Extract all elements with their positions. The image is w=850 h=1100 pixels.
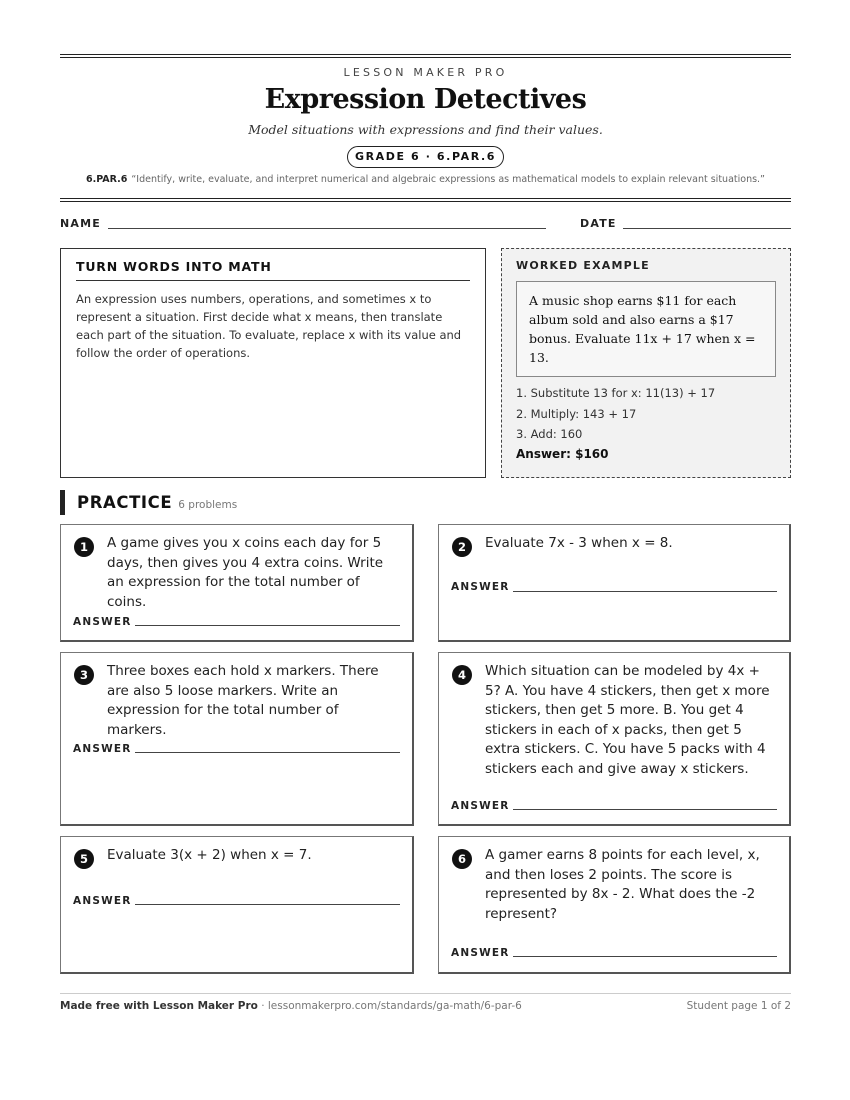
answer-label: ANSWER — [73, 616, 132, 628]
answer-field[interactable] — [135, 904, 400, 905]
answer-label: ANSWER — [73, 895, 132, 907]
practice-header — [60, 490, 237, 515]
problem-number-badge: 2 — [452, 537, 472, 557]
standard-text: “Identify, write, evaluate, and interpret numerical and algebraic expressions as mathematical models to explain relevant situations.” — [131, 174, 765, 185]
worked-example-box — [501, 248, 791, 478]
answer-field[interactable] — [135, 625, 400, 626]
grade-badge: GRADE 6 · 6.PAR.6 — [347, 146, 504, 168]
intro-heading: TURN WORDS INTO MATH — [76, 259, 470, 281]
worked-example-heading: WORKED EXAMPLE — [516, 259, 650, 272]
intro-box — [60, 248, 486, 478]
footer-made-with: Made free with Lesson Maker Pro — [60, 1000, 258, 1012]
header-bottom-rule — [60, 198, 791, 202]
problem-card-4 — [438, 652, 791, 826]
footer-rule — [60, 993, 791, 994]
problem-text: Which situation can be modeled by 4x + 5? A. You have 4 stickers, then get x more stickers, then get 5 more. B. You get 4 stickers in each of x packs, then get 5 extra stickers. C. You have 5 packs with 4 stickers each and give away x stickers. — [485, 663, 770, 777]
standard-code: 6.PAR.6 — [86, 174, 128, 185]
date-field[interactable] — [623, 228, 791, 229]
worked-example-step: 2. Multiply: 143 + 17 — [516, 406, 637, 421]
answer-field[interactable] — [135, 752, 400, 753]
problem-card-1 — [60, 524, 414, 642]
answer-field[interactable] — [513, 956, 777, 957]
worksheet-page — [60, 0, 791, 1100]
standard-statement — [60, 174, 791, 185]
problem-number-badge: 5 — [74, 849, 94, 869]
header-top-rule — [60, 54, 791, 58]
problem-text: Evaluate 7x - 3 when x = 8. — [485, 535, 673, 551]
answer-field[interactable] — [513, 809, 777, 810]
brand-name: LESSON MAKER PRO — [343, 66, 508, 79]
worked-example-problem: A music shop earns $11 for each album sold and also earns a $17 bonus. Evaluate 11x + 17 when x = 13. — [516, 281, 776, 377]
worksheet-subtitle: Model situations with expressions and find their values. — [248, 122, 603, 137]
problem-number-badge: 6 — [452, 849, 472, 869]
problem-text: A gamer earns 8 points for each level, x, and then loses 2 points. The score is represented by 8x - 2. What does the -2 represent? — [485, 847, 760, 922]
worked-example-step: 3. Add: 160 — [516, 427, 583, 441]
worked-example-step: 1. Substitute 13 for x: 11(13) + 17 — [516, 386, 716, 400]
problem-number-badge: 4 — [452, 665, 472, 685]
footer-page-number: Student page 1 of 2 — [686, 1000, 791, 1012]
problem-number-badge: 1 — [74, 537, 94, 557]
footer-credit — [60, 1000, 522, 1012]
answer-label: ANSWER — [451, 800, 510, 812]
worked-example-steps — [516, 383, 776, 445]
problem-card-6 — [438, 836, 791, 974]
name-field[interactable] — [108, 228, 546, 229]
practice-count: 6 problems — [178, 499, 238, 511]
problem-card-2 — [438, 524, 791, 642]
date-label: DATE — [580, 217, 617, 230]
answer-label: ANSWER — [451, 947, 510, 959]
answer-field[interactable] — [513, 591, 777, 592]
worked-example-answer: Answer: $160 — [516, 446, 609, 461]
problem-number-badge: 3 — [74, 665, 94, 685]
intro-text: An expression uses numbers, operations, and sometimes x to represent a situation. First decide what x means, then translate each part of the situation. To evaluate, replace x with its value and follow the order of operations. — [76, 292, 462, 360]
problem-text: Evaluate 3(x + 2) when x = 7. — [107, 847, 312, 863]
problem-text: Three boxes each hold x markers. There are also 5 loose markers. Write an expression for the total number of markers. — [107, 663, 379, 738]
problem-card-5 — [60, 836, 414, 974]
problem-text: A game gives you x coins each day for 5 days, then gives you 4 extra coins. Write an expression for the total number of coins. — [107, 535, 384, 610]
footer-url[interactable]: · lessonmakerpro.com/standards/ga-math/6-par-6 — [257, 1000, 522, 1012]
practice-heading: PRACTICE — [77, 493, 173, 512]
name-label: NAME — [60, 217, 101, 230]
worksheet-title: Expression Detectives — [264, 84, 587, 115]
problem-card-3 — [60, 652, 414, 826]
answer-label: ANSWER — [73, 743, 132, 755]
answer-label: ANSWER — [451, 581, 510, 593]
